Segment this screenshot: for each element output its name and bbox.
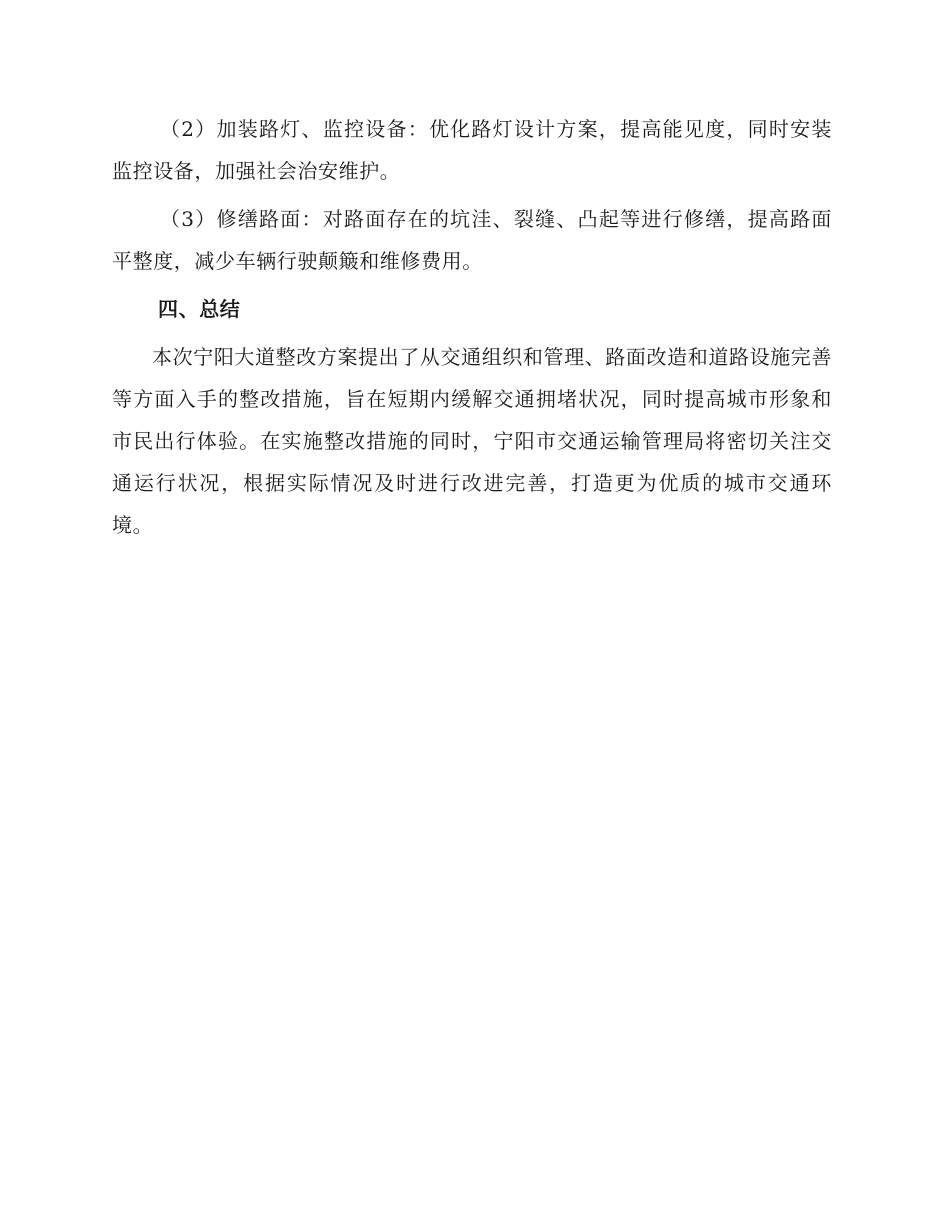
list-item-road-repair: （3）修缮路面：对路面存在的坑洼、裂缝、凸起等进行修缮，提高路面平整度，减少车辆行驶颠簸和维修费用。 [112, 207, 832, 273]
document-body [112, 108, 832, 546]
summary-paragraph: 本次宁阳大道整改方案提出了从交通组织和管理、路面改造和道路设施完善等方面入手的整改措施，旨在短期内缓解交通拥堵状况，同时提高城市形象和市民出行体验。在实施整改措施的同时，宁阳市交通运输管理局将密切关注交通运行状况，根据实际情况及时进行改进完善，打造更为优质的城市交通环境。 [112, 345, 832, 537]
section-heading-summary: 四、总结 [158, 297, 241, 321]
list-item-streetlights: （2）加装路灯、监控设备：优化路灯设计方案，提高能见度，同时安装监控设备，加强社会治安维护。 [112, 117, 832, 183]
